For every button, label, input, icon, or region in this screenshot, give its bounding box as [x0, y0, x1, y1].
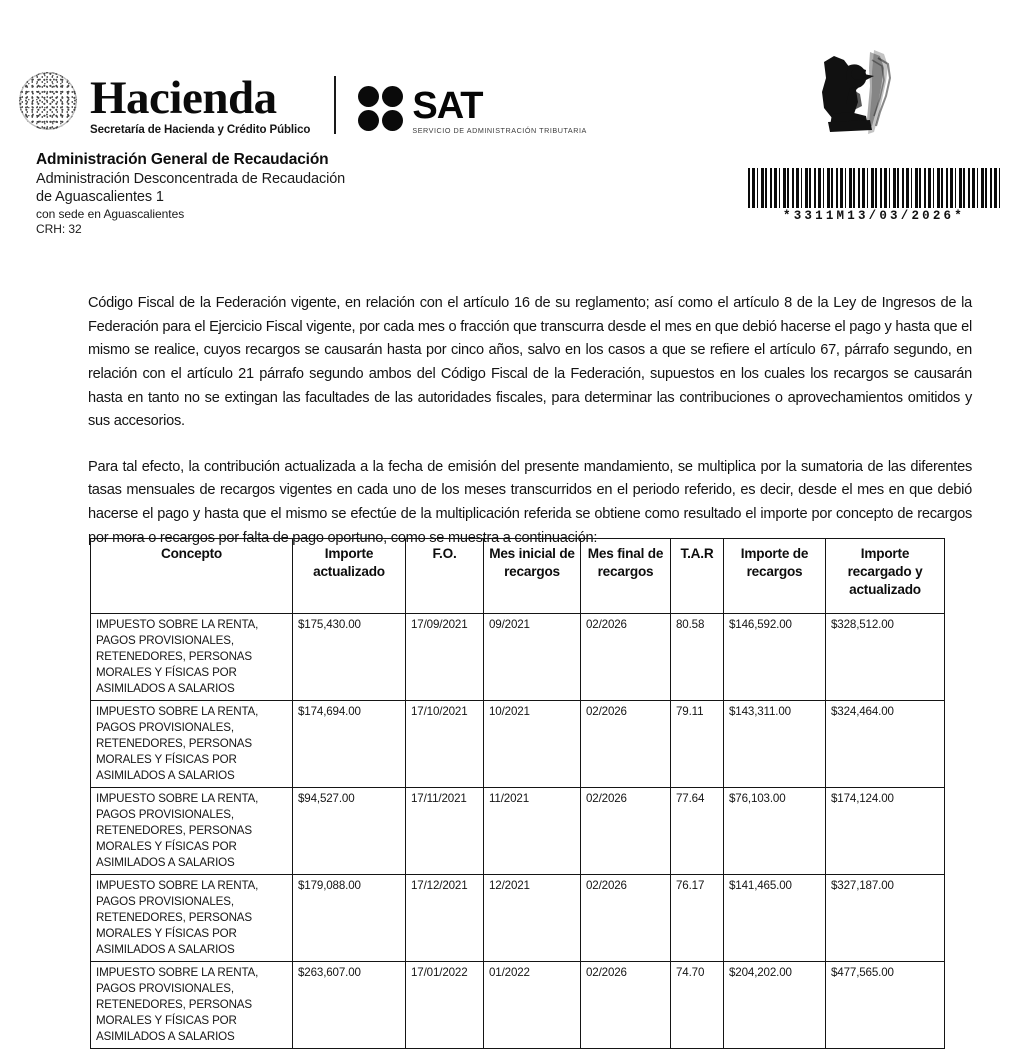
cell-importe-recargos: $146,592.00 [724, 614, 826, 701]
admin-crh: CRH: 32 [36, 222, 82, 237]
cell-mes-final: 02/2026 [581, 961, 671, 1048]
table-body [91, 614, 945, 1049]
cell-importe-recargado-actualizado: $174,124.00 [826, 787, 945, 874]
paragraph-calculation-method: Para tal efecto, la contribución actualizada a la fecha de emisión del presente mandamiento, se multiplica por la sumatoria de las diferentes tasas mensuales de recargos vigentes en cada uno de los meses transcurridos en el periodo referido, es decir, desde el mes en que debió hacerse el pago y hasta que el mismo se efectúe de la multiplicación referida se obtiene como resultado el importe por concepto de recargos por mora o recargos por falta de pago oportuno, como se muestra a continuación: [88, 458, 972, 546]
sat-dots-icon [358, 86, 403, 131]
cell-mes-inicial: 10/2021 [484, 700, 581, 787]
hacienda-subtitle: Secretaría de Hacienda y Crédito Público [90, 123, 311, 136]
cell-concepto: IMPUESTO SOBRE LA RENTA, PAGOS PROVISIONALES, RETENEDORES, PERSONAS MORALES Y FÍSICAS POR ASIMILADOS A SALARIOS [91, 874, 293, 961]
logo-divider [334, 76, 336, 134]
recargos-table [90, 538, 945, 1049]
letterhead-logos [14, 70, 587, 136]
cell-mes-final: 02/2026 [581, 614, 671, 701]
cell-tar: 77.64 [671, 787, 724, 874]
cell-concepto: IMPUESTO SOBRE LA RENTA, PAGOS PROVISIONALES, RETENEDORES, PERSONAS MORALES Y FÍSICAS POR ASIMILADOS A SALARIOS [91, 961, 293, 1048]
eagle-flag-emblem-icon [810, 48, 906, 148]
cell-importe-actualizado: $179,088.00 [293, 874, 406, 961]
table-row [91, 614, 945, 701]
sat-wordmark: SAT [412, 84, 483, 127]
cell-fo: 17/12/2021 [406, 874, 484, 961]
cell-importe-recargado-actualizado: $327,187.00 [826, 874, 945, 961]
cell-fo: 17/10/2021 [406, 700, 484, 787]
cell-concepto: IMPUESTO SOBRE LA RENTA, PAGOS PROVISIONALES, RETENEDORES, PERSONAS MORALES Y FÍSICAS POR ASIMILADOS A SALARIOS [91, 787, 293, 874]
col-header-mes-final: Mes final de recargos [581, 539, 671, 614]
cell-importe-recargado-actualizado: $477,565.00 [826, 961, 945, 1048]
cell-importe-actualizado: $175,430.00 [293, 614, 406, 701]
issuing-office-block [36, 150, 345, 238]
cell-mes-inicial: 12/2021 [484, 874, 581, 961]
cell-importe-actualizado: $263,607.00 [293, 961, 406, 1048]
col-header-mes-inicial: Mes inicial de recargos [484, 539, 581, 614]
cell-fo: 17/11/2021 [406, 787, 484, 874]
table-row [91, 700, 945, 787]
table-row [91, 874, 945, 961]
hacienda-logo [90, 72, 311, 136]
cell-importe-actualizado: $174,694.00 [293, 700, 406, 787]
cell-concepto: IMPUESTO SOBRE LA RENTA, PAGOS PROVISIONALES, RETENEDORES, PERSONAS MORALES Y FÍSICAS POR ASIMILADOS A SALARIOS [91, 614, 293, 701]
cell-concepto: IMPUESTO SOBRE LA RENTA, PAGOS PROVISIONALES, RETENEDORES, PERSONAS MORALES Y FÍSICAS POR ASIMILADOS A SALARIOS [91, 700, 293, 787]
cell-mes-inicial: 01/2022 [484, 961, 581, 1048]
cell-tar: 80.58 [671, 614, 724, 701]
col-header-fo: F.O. [406, 539, 484, 614]
col-header-importe-recargado-actualizado: Importe recargado y actualizado [826, 539, 945, 614]
barcode-value: *3311M13/03/2026* [783, 209, 965, 223]
cell-importe-recargado-actualizado: $324,464.00 [826, 700, 945, 787]
admin-seat: con sede en Aguascalientes [36, 206, 185, 221]
cell-mes-final: 02/2026 [581, 700, 671, 787]
hacienda-seal-icon [14, 70, 84, 132]
document-body [88, 292, 972, 572]
cell-fo: 17/09/2021 [406, 614, 484, 701]
cell-importe-recargos: $76,103.00 [724, 787, 826, 874]
document-header [0, 0, 1014, 260]
col-header-importe-recargos: Importe de recargos [724, 539, 826, 614]
cell-importe-recargos: $143,311.00 [724, 700, 826, 787]
col-header-tar: T.A.R [671, 539, 724, 614]
hacienda-wordmark: Hacienda [90, 72, 277, 125]
cell-mes-final: 02/2026 [581, 874, 671, 961]
cell-tar: 79.11 [671, 700, 724, 787]
barcode-icon [748, 168, 1000, 208]
cell-importe-recargos: $204,202.00 [724, 961, 826, 1048]
cell-tar: 74.70 [671, 961, 724, 1048]
admin-locality: de Aguascalientes 1 [36, 189, 164, 206]
sat-subtitle: SERVICIO DE ADMINISTRACIÓN TRIBUTARIA [412, 125, 587, 135]
cell-mes-final: 02/2026 [581, 787, 671, 874]
cell-importe-actualizado: $94,527.00 [293, 787, 406, 874]
cell-fo: 17/01/2022 [406, 961, 484, 1048]
cell-mes-inicial: 11/2021 [484, 787, 581, 874]
admin-general-title: Administración General de Recaudación [36, 151, 329, 168]
paragraph-legal-basis: Código Fiscal de la Federación vigente, en relación con el artículo 16 de su reglamento; así como el artículo 8 de la Ley de Ingresos de la Federación para el Ejercicio Fiscal vigente, por cada mes o fracción que transcurra desde el mes en que debió hacerse el pago y hasta que el mismo se realice, cuyos recargos se causarán hasta por cinco años, salvo en los casos a que se refiere el artículo 67, párrafo segundo, en relación con el artículo 21 párrafo segundo ambos del Código Fiscal de la Federación, supuestos en los cuales los recargos se causarán hasta en tanto no se extingan las facultades de las autoridades fiscales, para determinar las contribuciones o aprovechamientos omitidos y sus accesorios. [88, 295, 972, 430]
cell-mes-inicial: 09/2021 [484, 614, 581, 701]
table-row [91, 787, 945, 874]
col-header-importe-actualizado: Importe actualizado [293, 539, 406, 614]
cell-importe-recargado-actualizado: $328,512.00 [826, 614, 945, 701]
sat-logo [358, 86, 587, 134]
cell-tar: 76.17 [671, 874, 724, 961]
table-row [91, 961, 945, 1048]
admin-desconcentrada: Administración Desconcentrada de Recaudación [36, 170, 346, 187]
col-header-concepto: Concepto [91, 539, 293, 614]
cell-importe-recargos: $141,465.00 [724, 874, 826, 961]
recargos-table-container [90, 538, 944, 1049]
table-header-row [91, 539, 945, 614]
barcode [748, 168, 1000, 223]
